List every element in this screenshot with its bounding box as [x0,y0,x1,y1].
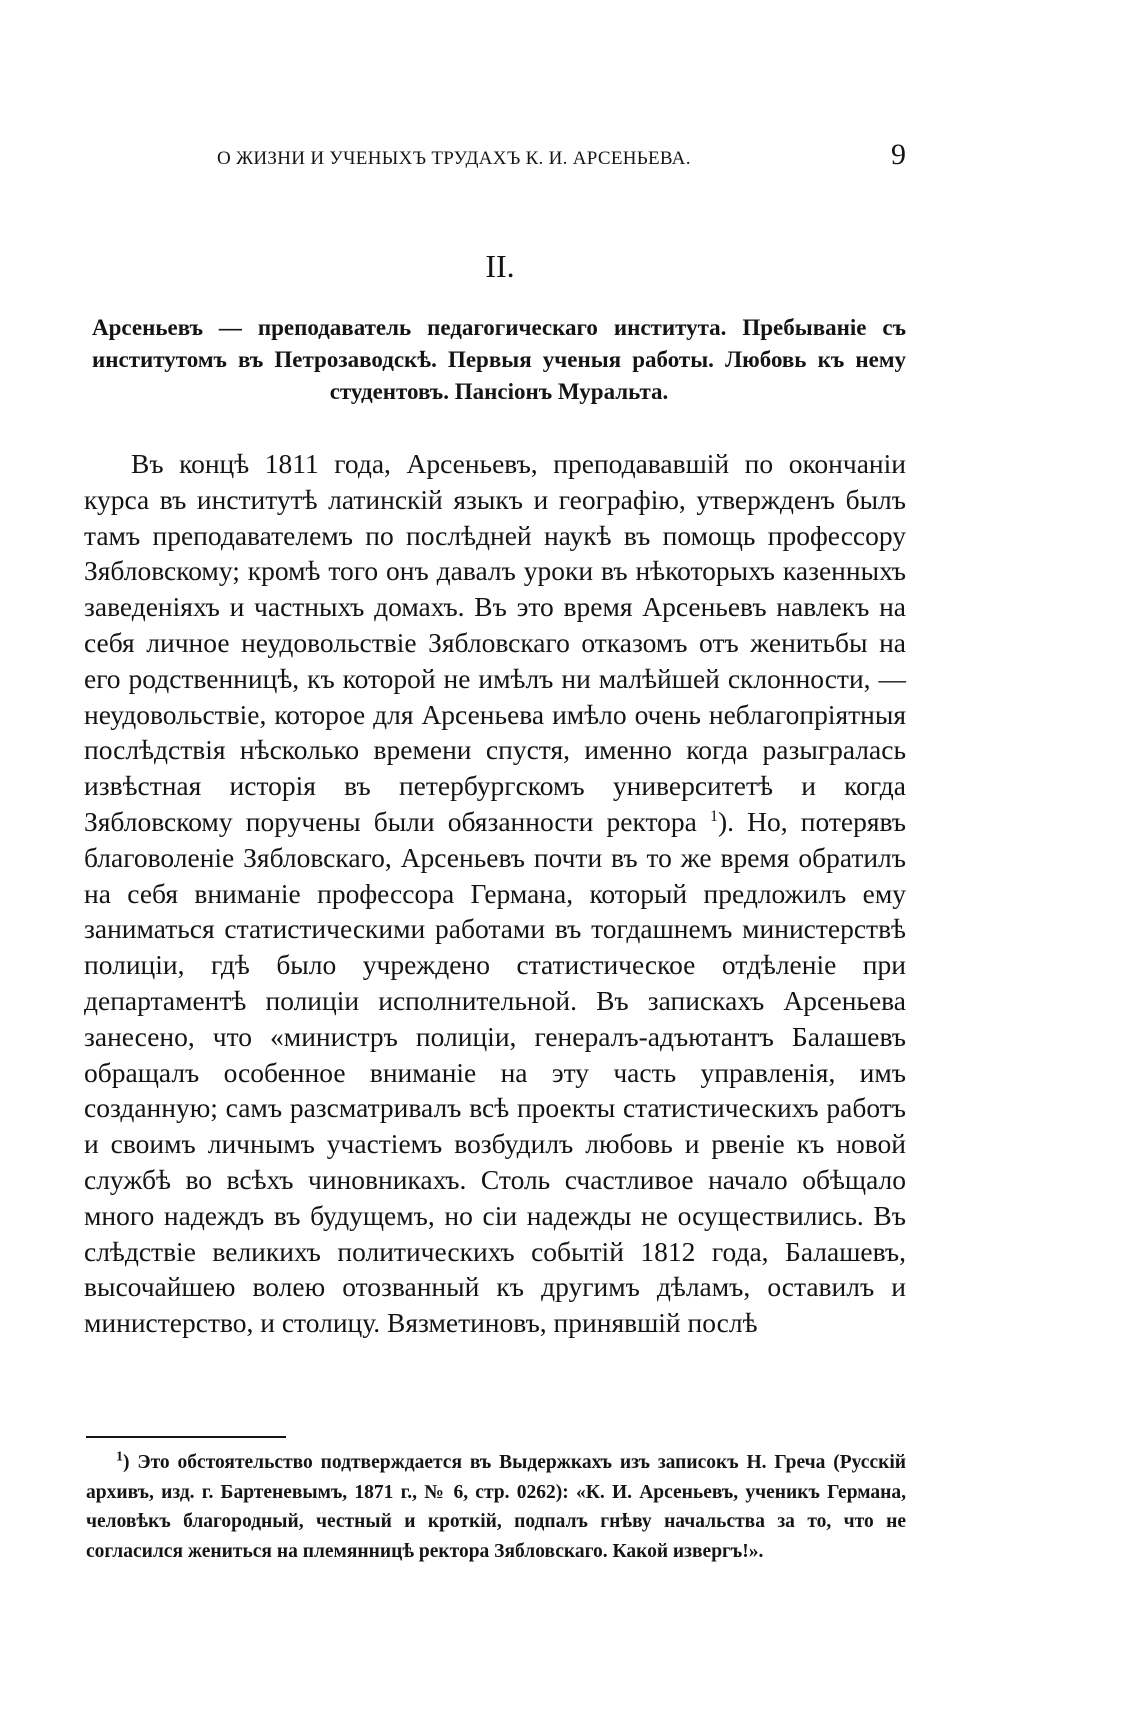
footnote-text: ) Это обстоятельство подтверждается въ Выдержкахъ изъ записокъ Н. Греча (Русскій архивъ, изд. г. Бартеневымъ, 1871 г., № 6, стр. 0262): «К. И. Арсеньевъ, ученикъ Германа, человѣкъ благородный, честный и кроткій, подпалъ гнѣву начальства за то, что не согласился жениться на племянницѣ ректора Зябловскаго. Какой извергъ!». [86,1452,906,1562]
page-number: 9 [891,138,906,171]
body-text-part-1: Въ концѣ 1811 года, Арсеньевъ, преподававшій по окончаніи курса въ институтѣ латинскій языкъ и географію, утвержденъ былъ тамъ преподавателемъ по послѣдней наукѣ въ помощь профессору Зябловскому; кромѣ того онъ давалъ уроки въ нѣкоторыхъ казенныхъ заведеніяхъ и частныхъ домахъ. Въ это время Арсеньевъ навлекъ на себя личное неудовольствіе Зябловскаго отказомъ отъ женитьбы на его родственницѣ, къ которой не имѣлъ ни малѣйшей склонности, — неудовольствіе, которое для Арсеньева имѣло очень неблагопріятныя послѣдствія нѣсколько времени спустя, именно когда разыгралась извѣстная исторія въ петербургскомъ университетѣ и когда Зябловскому поручены были обязанности ректора [84,448,906,837]
section-number: II. [485,248,515,284]
body-paragraph [84,446,906,1341]
running-head [84,138,906,182]
chapter-synopsis: Арсеньевъ — преподаватель педагогическаго института. Пребываніе съ институтомъ въ Петрозаводскѣ. Первыя ученыя работы. Любовь къ нему студентовъ. Пансіонъ Муральта. [92,315,906,404]
body-text-part-2: ). Но, потерявъ благоволеніе Зябловскаго, Арсеньевъ почти въ то же время обратилъ на себя вниманіе профессора Германа, который предложилъ ему заниматься статистическими работами въ тогдашнемъ министерствѣ полиціи, гдѣ было учреждено статистическое отдѣленіе при департаментѣ полиціи исполнительной. Въ запискахъ Арсеньева занесено, что «министръ полиціи, генералъ-адъютантъ Балашевъ обращалъ особенное вниманіе на эту часть управленія, имъ созданную; самъ разсматривалъ всѣ проекты статистическихъ работъ и своимъ личнымъ участіемъ возбудилъ любовь и рвеніе къ новой службѣ во всѣхъ чиновникахъ. Столь счастливое начало обѣщало много надеждъ въ будущемъ, но сіи надежды не осуществились. Въ слѣдствіе великихъ политическихъ событій 1812 года, Балашевъ, высочайшею волею отозванный къ другимъ дѣламъ, оставилъ и министерство, и столицу. Вязметиновъ, принявшій послѣ [84,805,907,1339]
footnote-reference: 1 [709,807,718,825]
footnote [86,1448,906,1566]
running-title: О ЖИЗНИ И УЧЕНЫХЪ ТРУДАХЪ К. И. АРСЕНЬЕВА. [217,148,691,169]
footnote-marker: 1 [116,1449,123,1465]
footnote-divider [86,1436,286,1438]
